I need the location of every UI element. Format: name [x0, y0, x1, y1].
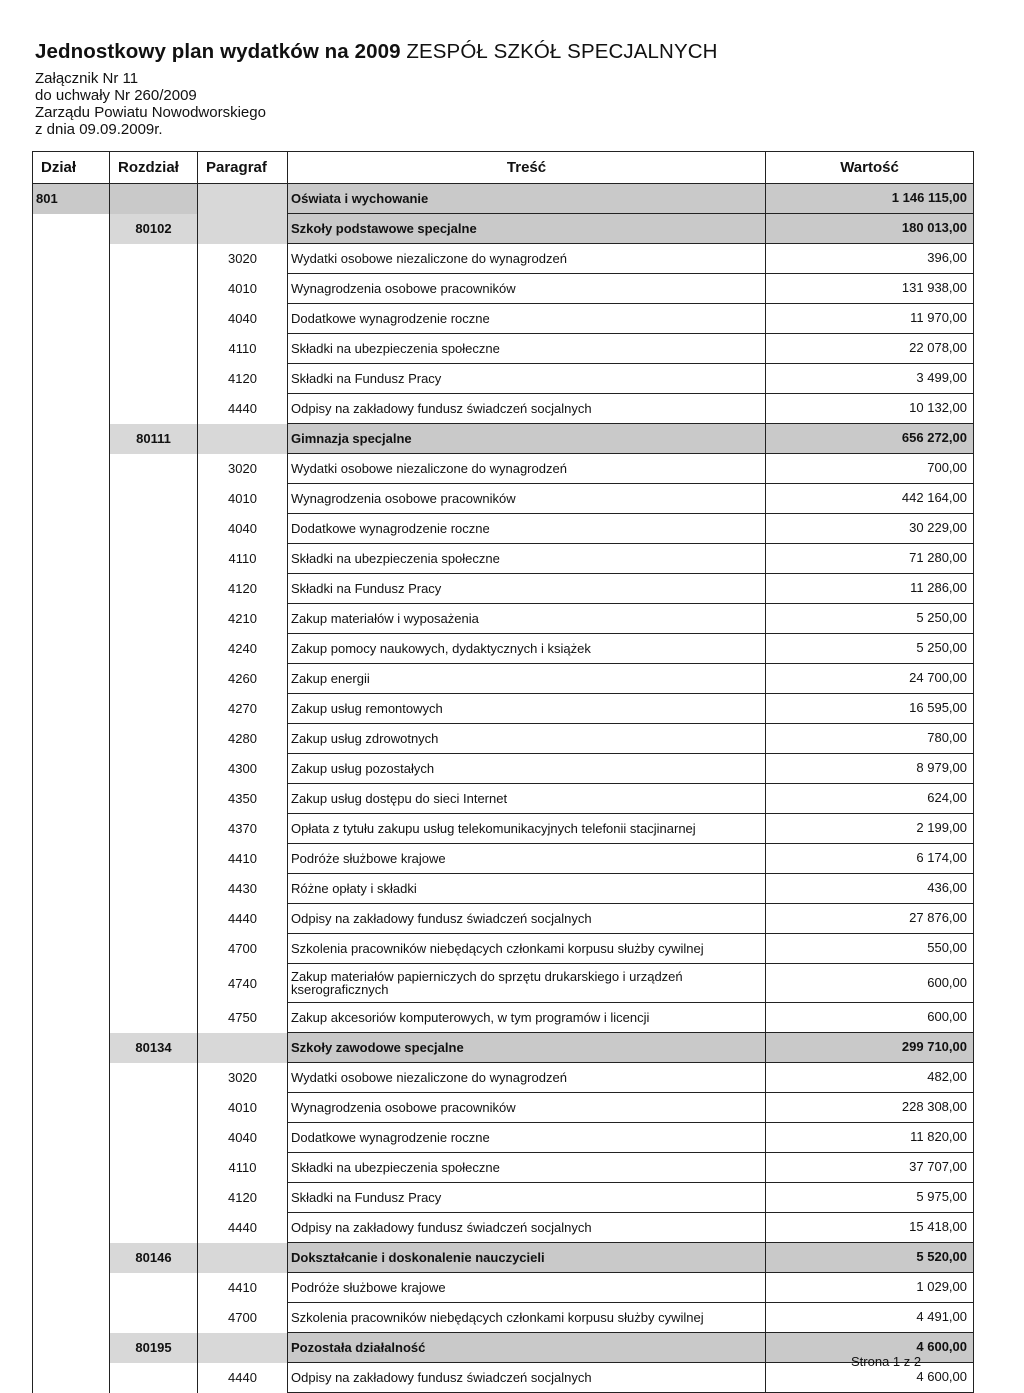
cell-tresc: Szkolenia pracowników niebędących członkami korpusu służby cywilnej: [288, 934, 766, 964]
cell-dzial: 801: [33, 184, 110, 214]
table-row: [33, 1093, 974, 1123]
cell-paragraf: 4440: [198, 904, 288, 934]
column-header-dzial: Dział: [33, 152, 110, 184]
cell-rozdzial: [110, 904, 198, 934]
cell-tresc: Szkolenia pracowników niebędących członkami korpusu służby cywilnej: [288, 1303, 766, 1333]
section-row: [33, 1333, 974, 1363]
cell-rozdzial: [110, 1093, 198, 1123]
cell-paragraf: 3020: [198, 1063, 288, 1093]
cell-dzial: [33, 724, 110, 754]
cell-rozdzial: [110, 814, 198, 844]
table-row: [33, 574, 974, 604]
cell-tresc: Wydatki osobowe niezaliczone do wynagrodzeń: [288, 454, 766, 484]
cell-wartosc: 5 250,00: [766, 604, 974, 634]
table-row: [33, 964, 974, 1003]
cell-tresc: Zakup usług zdrowotnych: [288, 724, 766, 754]
table-row: [33, 484, 974, 514]
cell-paragraf: 4440: [198, 1363, 288, 1393]
cell-dzial: [33, 1153, 110, 1183]
cell-rozdzial: [110, 184, 198, 214]
cell-paragraf: 4010: [198, 1093, 288, 1123]
board-name: Zarządu Powiatu Nowodworskiego: [35, 104, 266, 121]
cell-tresc: Składki na ubezpieczenia społeczne: [288, 544, 766, 574]
cell-rozdzial: [110, 274, 198, 304]
cell-paragraf: 4270: [198, 694, 288, 724]
cell-paragraf: [198, 184, 288, 214]
cell-dzial: [33, 934, 110, 964]
cell-tresc: Zakup energii: [288, 664, 766, 694]
table-row: [33, 1153, 974, 1183]
cell-tresc: Zakup usług dostępu do sieci Internet: [288, 784, 766, 814]
cell-tresc: Różne opłaty i składki: [288, 874, 766, 904]
cell-tresc: Podróże służbowe krajowe: [288, 1273, 766, 1303]
cell-wartosc: 5 250,00: [766, 634, 974, 664]
cell-paragraf: 4120: [198, 1183, 288, 1213]
cell-paragraf: 4440: [198, 1213, 288, 1243]
cell-wartosc: 24 700,00: [766, 664, 974, 694]
cell-paragraf: 3020: [198, 454, 288, 484]
cell-paragraf: 4210: [198, 604, 288, 634]
cell-rozdzial: 80195: [110, 1333, 198, 1363]
cell-tresc: Wynagrodzenia osobowe pracowników: [288, 484, 766, 514]
table-row: [33, 394, 974, 424]
cell-rozdzial: [110, 1183, 198, 1213]
section-row: [33, 184, 974, 214]
table-row: [33, 1213, 974, 1243]
cell-tresc: Składki na ubezpieczenia społeczne: [288, 1153, 766, 1183]
cell-paragraf: 4700: [198, 934, 288, 964]
cell-wartosc: 22 078,00: [766, 334, 974, 364]
cell-rozdzial: [110, 364, 198, 394]
cell-dzial: [33, 274, 110, 304]
cell-paragraf: 4700: [198, 1303, 288, 1333]
table-header-row: [33, 152, 974, 184]
cell-rozdzial: [110, 724, 198, 754]
cell-wartosc: 2 199,00: [766, 814, 974, 844]
table-row: [33, 814, 974, 844]
table-row: [33, 634, 974, 664]
table-row: [33, 934, 974, 964]
cell-paragraf: 4440: [198, 394, 288, 424]
cell-wartosc: 4 600,00: [766, 1363, 974, 1393]
cell-tresc: Zakup usług remontowych: [288, 694, 766, 724]
cell-dzial: [33, 1243, 110, 1273]
column-header-wartosc: Wartość: [766, 152, 974, 184]
cell-dzial: [33, 364, 110, 394]
cell-rozdzial: [110, 574, 198, 604]
cell-wartosc: 30 229,00: [766, 514, 974, 544]
table-row: [33, 364, 974, 394]
cell-tresc: Wydatki osobowe niezaliczone do wynagrodzeń: [288, 1063, 766, 1093]
cell-wartosc: 228 308,00: [766, 1093, 974, 1123]
cell-tresc: Oświata i wychowanie: [288, 184, 766, 214]
column-header-paragraf: Paragraf: [198, 152, 288, 184]
attachment-number: Załącznik Nr 11: [35, 70, 139, 87]
cell-dzial: [33, 244, 110, 274]
cell-wartosc: 3 499,00: [766, 364, 974, 394]
cell-dzial: [33, 484, 110, 514]
page-number: Strona 1 z 2: [851, 1354, 922, 1369]
cell-wartosc: 71 280,00: [766, 544, 974, 574]
document-header: [35, 40, 718, 138]
cell-rozdzial: [110, 874, 198, 904]
cell-rozdzial: [110, 1123, 198, 1153]
cell-paragraf: 4410: [198, 844, 288, 874]
cell-wartosc: 27 876,00: [766, 904, 974, 934]
table-row: [33, 694, 974, 724]
cell-dzial: [33, 1213, 110, 1243]
cell-wartosc: 482,00: [766, 1063, 974, 1093]
cell-rozdzial: 80102: [110, 214, 198, 244]
title-main: Jednostkowy plan wydatków na 2009: [35, 40, 401, 63]
cell-tresc: Dokształcanie i doskonalenie nauczycieli: [288, 1243, 766, 1273]
cell-wartosc: 10 132,00: [766, 394, 974, 424]
cell-rozdzial: [110, 244, 198, 274]
cell-dzial: [33, 214, 110, 244]
cell-dzial: [33, 664, 110, 694]
cell-wartosc: 15 418,00: [766, 1213, 974, 1243]
table-row: [33, 724, 974, 754]
cell-rozdzial: [110, 544, 198, 574]
section-row: [33, 1243, 974, 1273]
cell-rozdzial: [110, 1213, 198, 1243]
cell-rozdzial: [110, 454, 198, 484]
cell-rozdzial: [110, 1153, 198, 1183]
cell-wartosc: 780,00: [766, 724, 974, 754]
cell-tresc: Podróże służbowe krajowe: [288, 844, 766, 874]
cell-dzial: [33, 394, 110, 424]
cell-rozdzial: [110, 964, 198, 1003]
cell-wartosc: 4 600,00: [766, 1333, 974, 1363]
cell-wartosc: 11 286,00: [766, 574, 974, 604]
cell-dzial: [33, 1303, 110, 1333]
cell-paragraf: 4040: [198, 1123, 288, 1153]
column-header-tresc: Treść: [288, 152, 766, 184]
cell-dzial: [33, 634, 110, 664]
cell-dzial: [33, 814, 110, 844]
table-row: [33, 1273, 974, 1303]
cell-dzial: [33, 964, 110, 1003]
cell-rozdzial: [110, 1003, 198, 1033]
table-row: [33, 1123, 974, 1153]
cell-wartosc: 5 520,00: [766, 1243, 974, 1273]
cell-paragraf: 4260: [198, 664, 288, 694]
cell-dzial: [33, 1183, 110, 1213]
cell-rozdzial: [110, 1363, 198, 1393]
cell-tresc: Szkoły podstawowe specjalne: [288, 214, 766, 244]
cell-dzial: [33, 1063, 110, 1093]
cell-wartosc: 700,00: [766, 454, 974, 484]
table-row: [33, 844, 974, 874]
table-row: [33, 274, 974, 304]
cell-dzial: [33, 694, 110, 724]
table-row: [33, 544, 974, 574]
cell-rozdzial: [110, 334, 198, 364]
section-row: [33, 424, 974, 454]
cell-paragraf: 4110: [198, 1153, 288, 1183]
cell-tresc: Zakup pomocy naukowych, dydaktycznych i książek: [288, 634, 766, 664]
cell-rozdzial: 80134: [110, 1033, 198, 1063]
cell-rozdzial: [110, 844, 198, 874]
table-row: [33, 244, 974, 274]
cell-tresc: Szkoły zawodowe specjalne: [288, 1033, 766, 1063]
cell-rozdzial: 80146: [110, 1243, 198, 1273]
cell-tresc: Pozostała działalność: [288, 1333, 766, 1363]
table-row: [33, 604, 974, 634]
cell-dzial: [33, 574, 110, 604]
cell-tresc: Odpisy na zakładowy fundusz świadczeń socjalnych: [288, 394, 766, 424]
table-row: [33, 904, 974, 934]
cell-paragraf: 4280: [198, 724, 288, 754]
table-row: [33, 1303, 974, 1333]
cell-dzial: [33, 844, 110, 874]
cell-tresc: Odpisy na zakładowy fundusz świadczeń socjalnych: [288, 1213, 766, 1243]
cell-dzial: [33, 1273, 110, 1303]
cell-dzial: [33, 874, 110, 904]
section-row: [33, 1033, 974, 1063]
cell-rozdzial: [110, 604, 198, 634]
cell-rozdzial: [110, 484, 198, 514]
cell-dzial: [33, 1003, 110, 1033]
cell-paragraf: [198, 1243, 288, 1273]
cell-wartosc: 6 174,00: [766, 844, 974, 874]
cell-tresc: Wynagrodzenia osobowe pracowników: [288, 274, 766, 304]
cell-wartosc: 131 938,00: [766, 274, 974, 304]
cell-dzial: [33, 904, 110, 934]
cell-dzial: [33, 304, 110, 334]
cell-dzial: [33, 1363, 110, 1393]
cell-tresc: Dodatkowe wynagrodzenie roczne: [288, 304, 766, 334]
cell-wartosc: 299 710,00: [766, 1033, 974, 1063]
cell-tresc: Opłata z tytułu zakupu usług telekomunikacyjnych telefonii stacjinarnej: [288, 814, 766, 844]
cell-paragraf: 4110: [198, 334, 288, 364]
cell-wartosc: 11 970,00: [766, 304, 974, 334]
cell-dzial: [33, 1033, 110, 1063]
cell-tresc: Dodatkowe wynagrodzenie roczne: [288, 1123, 766, 1153]
expenditure-table: [32, 151, 974, 1393]
cell-wartosc: 37 707,00: [766, 1153, 974, 1183]
table-row: [33, 1363, 974, 1393]
cell-paragraf: 4120: [198, 364, 288, 394]
title-institution: ZESPÓŁ SZKÓŁ SPECJALNYCH: [406, 40, 718, 63]
cell-wartosc: 600,00: [766, 964, 974, 1003]
cell-paragraf: 4430: [198, 874, 288, 904]
resolution-number: do uchwały Nr 260/2009: [35, 87, 197, 104]
cell-tresc: Składki na ubezpieczenia społeczne: [288, 334, 766, 364]
cell-dzial: [33, 514, 110, 544]
cell-dzial: [33, 334, 110, 364]
cell-rozdzial: [110, 394, 198, 424]
cell-dzial: [33, 424, 110, 454]
resolution-date: z dnia 09.09.2009r.: [35, 121, 163, 138]
cell-wartosc: 550,00: [766, 934, 974, 964]
cell-wartosc: 1 029,00: [766, 1273, 974, 1303]
table-row: [33, 514, 974, 544]
cell-paragraf: [198, 1033, 288, 1063]
cell-tresc-line: kserograficznych: [291, 982, 389, 997]
cell-rozdzial: 80111: [110, 424, 198, 454]
cell-paragraf: 4370: [198, 814, 288, 844]
section-row: [33, 214, 974, 244]
cell-tresc: Gimnazja specjalne: [288, 424, 766, 454]
cell-tresc: Składki na Fundusz Pracy: [288, 364, 766, 394]
cell-wartosc: 442 164,00: [766, 484, 974, 514]
cell-dzial: [33, 784, 110, 814]
cell-rozdzial: [110, 934, 198, 964]
document-title: [35, 40, 718, 64]
table-row: [33, 1183, 974, 1213]
cell-dzial: [33, 1333, 110, 1363]
cell-paragraf: 4120: [198, 574, 288, 604]
cell-paragraf: [198, 1333, 288, 1363]
table-row: [33, 1063, 974, 1093]
cell-tresc: [288, 964, 766, 1003]
table-row: [33, 1003, 974, 1033]
column-header-rozdzial: Rozdział: [110, 152, 198, 184]
cell-wartosc: 4 491,00: [766, 1303, 974, 1333]
cell-dzial: [33, 604, 110, 634]
cell-paragraf: 4010: [198, 484, 288, 514]
cell-paragraf: 4110: [198, 544, 288, 574]
cell-rozdzial: [110, 1063, 198, 1093]
cell-dzial: [33, 544, 110, 574]
cell-dzial: [33, 754, 110, 784]
cell-wartosc: 1 146 115,00: [766, 184, 974, 214]
cell-rozdzial: [110, 784, 198, 814]
cell-tresc-line: Zakup materiałów papierniczych do sprzętu drukarskiego i urządzeń: [291, 969, 683, 984]
cell-wartosc: 656 272,00: [766, 424, 974, 454]
cell-paragraf: [198, 214, 288, 244]
cell-wartosc: 8 979,00: [766, 754, 974, 784]
cell-rozdzial: [110, 694, 198, 724]
cell-rozdzial: [110, 304, 198, 334]
cell-tresc: Wynagrodzenia osobowe pracowników: [288, 1093, 766, 1123]
cell-paragraf: 3020: [198, 244, 288, 274]
cell-wartosc: 180 013,00: [766, 214, 974, 244]
cell-paragraf: 4740: [198, 964, 288, 1003]
cell-dzial: [33, 1093, 110, 1123]
cell-paragraf: 4750: [198, 1003, 288, 1033]
table-row: [33, 664, 974, 694]
cell-rozdzial: [110, 634, 198, 664]
cell-rozdzial: [110, 514, 198, 544]
table-row: [33, 784, 974, 814]
cell-tresc: Zakup usług pozostałych: [288, 754, 766, 784]
cell-rozdzial: [110, 1303, 198, 1333]
cell-paragraf: 4240: [198, 634, 288, 664]
cell-dzial: [33, 454, 110, 484]
table-row: [33, 334, 974, 364]
cell-paragraf: [198, 424, 288, 454]
cell-wartosc: 11 820,00: [766, 1123, 974, 1153]
cell-rozdzial: [110, 664, 198, 694]
cell-paragraf: 4410: [198, 1273, 288, 1303]
cell-wartosc: 436,00: [766, 874, 974, 904]
cell-paragraf: 4040: [198, 304, 288, 334]
cell-wartosc: 16 595,00: [766, 694, 974, 724]
cell-paragraf: 4040: [198, 514, 288, 544]
cell-tresc: Zakup materiałów i wyposażenia: [288, 604, 766, 634]
table-row: [33, 754, 974, 784]
cell-tresc: Dodatkowe wynagrodzenie roczne: [288, 514, 766, 544]
cell-rozdzial: [110, 1273, 198, 1303]
cell-tresc: Odpisy na zakładowy fundusz świadczeń socjalnych: [288, 904, 766, 934]
cell-paragraf: 4300: [198, 754, 288, 784]
cell-tresc: Odpisy na zakładowy fundusz świadczeń socjalnych: [288, 1363, 766, 1393]
cell-tresc: Zakup akcesoriów komputerowych, w tym programów i licencji: [288, 1003, 766, 1033]
cell-dzial: [33, 1123, 110, 1153]
cell-paragraf: 4350: [198, 784, 288, 814]
cell-tresc: Składki na Fundusz Pracy: [288, 574, 766, 604]
cell-wartosc: 600,00: [766, 1003, 974, 1033]
cell-wartosc: 624,00: [766, 784, 974, 814]
table-row: [33, 874, 974, 904]
cell-tresc: Składki na Fundusz Pracy: [288, 1183, 766, 1213]
cell-rozdzial: [110, 754, 198, 784]
cell-tresc: Wydatki osobowe niezaliczone do wynagrodzeń: [288, 244, 766, 274]
cell-paragraf: 4010: [198, 274, 288, 304]
cell-wartosc: 396,00: [766, 244, 974, 274]
table-row: [33, 454, 974, 484]
cell-wartosc: 5 975,00: [766, 1183, 974, 1213]
table-row: [33, 304, 974, 334]
